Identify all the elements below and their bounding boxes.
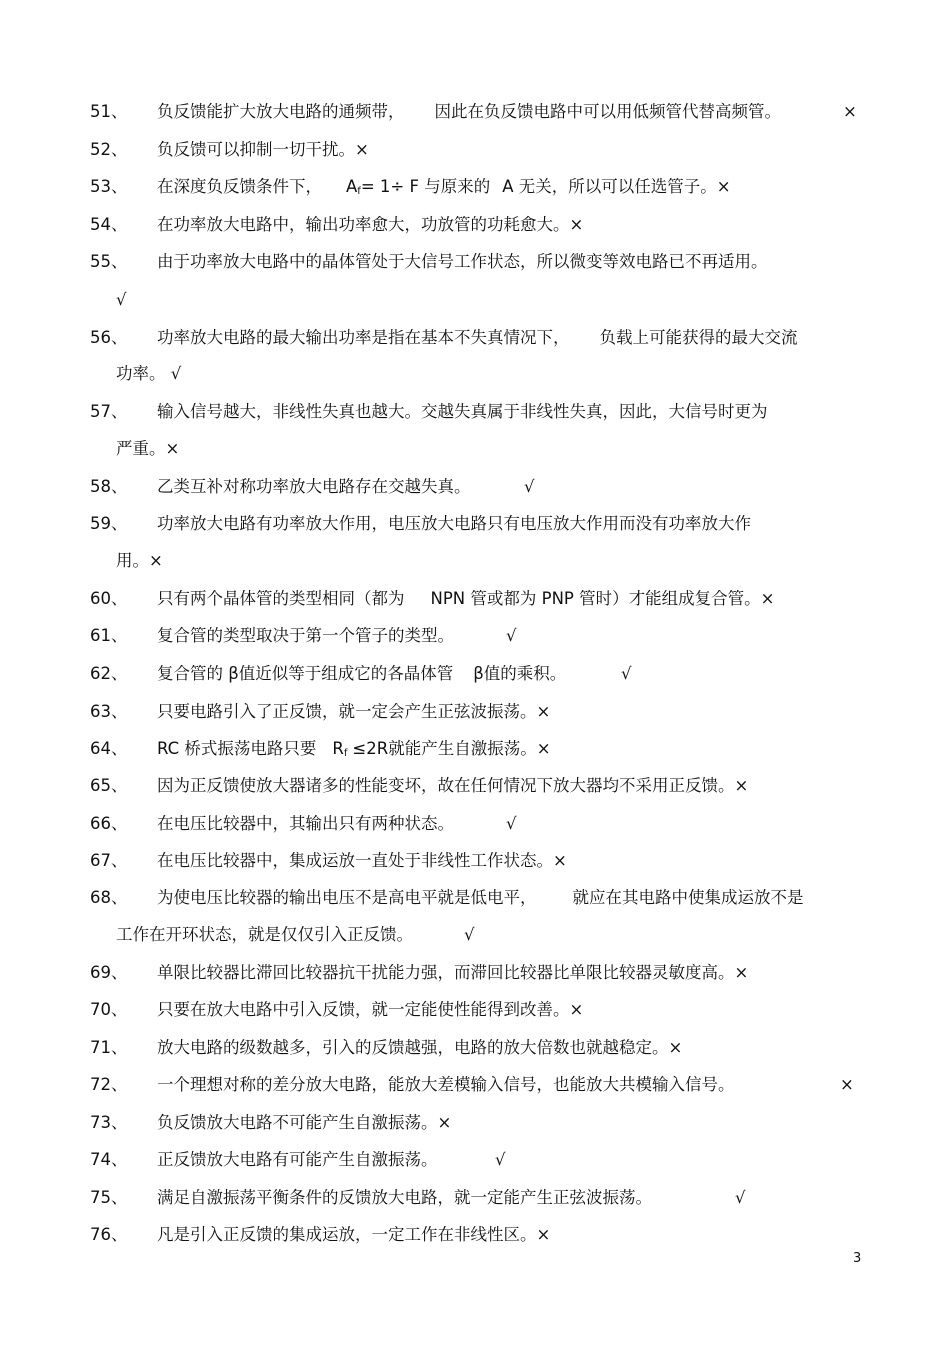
- item-text-continued: 严重。×: [116, 439, 180, 458]
- answer-mark: ×: [843, 102, 857, 121]
- list-item: [0, 886, 950, 910]
- item-text: 在深度负反馈条件下， $A_f= 1\div F$ 与原来的 A 无关，所以可以任选管子。×: [157, 177, 731, 197]
- list-item: [0, 662, 950, 686]
- item-text: 只有两个晶体管的类型相同（都为 NPN 管或都为 PNP 管时）才能组成复合管。×: [157, 589, 775, 608]
- page-number: 3: [853, 1251, 862, 1266]
- list-item: [0, 700, 950, 724]
- list-item: [0, 587, 950, 611]
- item-text: 负反馈能扩大放大电路的通频带， 因此在负反馈电路中可以用低频管代替高频管。: [157, 102, 781, 121]
- answer-mark: √: [116, 290, 127, 309]
- item-number: 66、: [90, 814, 128, 833]
- item-number: 65、: [90, 776, 128, 795]
- item-text-continued: 功率。 √: [116, 364, 182, 383]
- item-number: 62、: [90, 664, 128, 683]
- answer-mark: ×: [840, 1075, 854, 1094]
- list-item: [0, 998, 950, 1022]
- list-item: [0, 475, 950, 499]
- item-number: 67、: [90, 851, 128, 870]
- item-number: 54、: [90, 215, 128, 234]
- answer-mark: √: [506, 814, 517, 833]
- item-text: 为使电压比较器的输出电压不是高电平就是低电平， 就应在其电路中使集成运放不是: [157, 888, 804, 907]
- list-item: [0, 138, 950, 162]
- list-item: [0, 1148, 950, 1172]
- list-item: [0, 1223, 950, 1247]
- item-text: 正反馈放大电路有可能产生自激振荡。: [157, 1150, 438, 1169]
- item-text: RC 桥式振荡电路只要 $R_f \le 2R$就能产生自激振荡。×: [157, 739, 551, 759]
- item-number: 73、: [90, 1113, 128, 1132]
- item-number: 53、: [90, 177, 128, 196]
- item-number: 72、: [90, 1075, 128, 1094]
- item-text: 输入信号越大，非线性失真也越大。交越失真属于非线性失真，因此，大信号时更为: [157, 402, 768, 421]
- item-number: 57、: [90, 402, 128, 421]
- item-text: 功率放大电路的最大输出功率是指在基本不失真情况下， 负载上可能获得的最大交流: [157, 328, 798, 347]
- item-number: 61、: [90, 626, 128, 645]
- list-item: [0, 213, 950, 237]
- item-text: 只要在放大电路中引入反馈，就一定能使性能得到改善。×: [157, 1000, 584, 1019]
- item-text: 复合管的 β值近似等于组成它的各晶体管 β值的乘积。: [157, 664, 567, 683]
- item-text: 负反馈放大电路不可能产生自激振荡。×: [157, 1113, 452, 1132]
- list-item: [0, 1036, 950, 1060]
- list-item: [0, 326, 950, 350]
- item-number: 75、: [90, 1188, 128, 1207]
- item-number: 59、: [90, 514, 128, 533]
- item-text: 功率放大电路有功率放大作用，电压放大电路只有电压放大作用而没有功率放大作: [157, 514, 751, 533]
- list-item-continuation: [0, 549, 950, 573]
- answer-mark: √: [735, 1188, 746, 1207]
- item-text: 只要电路引入了正反馈，就一定会产生正弦波振荡。×: [157, 702, 551, 721]
- item-number: 51、: [90, 102, 128, 121]
- item-number: 56、: [90, 328, 128, 347]
- answer-mark: √: [621, 664, 632, 683]
- item-number: 64、: [90, 739, 128, 758]
- item-text: 放大电路的级数越多，引入的反馈越强，电路的放大倍数也就越稳定。×: [157, 1038, 683, 1057]
- list-item: [0, 1073, 950, 1097]
- item-text: 负反馈可以抑制一切干扰。×: [157, 140, 369, 159]
- item-number: 58、: [90, 477, 128, 496]
- list-item: [0, 400, 950, 424]
- list-item: [0, 961, 950, 985]
- item-text: 复合管的类型取决于第一个管子的类型。: [157, 626, 454, 645]
- item-text-continued: 用。×: [116, 551, 163, 570]
- item-text: 满足自激振荡平衡条件的反馈放大电路，就一定能产生正弦波振荡。: [157, 1188, 652, 1207]
- item-text-continued: 工作在开环状态，就是仅仅引入正反馈。: [116, 925, 413, 944]
- item-number: 68、: [90, 888, 128, 907]
- list-item: [0, 774, 950, 798]
- list-item: [0, 100, 950, 124]
- list-item: [0, 624, 950, 648]
- item-number: 70、: [90, 1000, 128, 1019]
- answer-mark: √: [495, 1150, 506, 1169]
- item-text: 在电压比较器中，集成运放一直处于非线性工作状态。×: [157, 851, 567, 870]
- item-number: 74、: [90, 1150, 128, 1169]
- list-item: [0, 250, 950, 274]
- item-number: 71、: [90, 1038, 128, 1057]
- answer-mark: √: [524, 477, 535, 496]
- list-item-continuation: [0, 923, 950, 947]
- item-number: 63、: [90, 702, 128, 721]
- list-item: [0, 737, 950, 761]
- item-text: 一个理想对称的差分放大电路，能放大差模输入信号，也能放大共模输入信号。: [157, 1075, 735, 1094]
- list-item: [0, 1111, 950, 1135]
- list-item-continuation: [0, 362, 950, 386]
- list-item: [0, 849, 950, 873]
- item-text: 在电压比较器中，其输出只有两种状态。: [157, 814, 454, 833]
- item-text: 乙类互补对称功率放大电路存在交越失真。: [157, 477, 471, 496]
- item-text: 在功率放大电路中，输出功率愈大，功放管的功耗愈大。×: [157, 215, 584, 234]
- item-number: 69、: [90, 963, 128, 982]
- item-text: 由于功率放大电路中的晶体管处于大信号工作状态，所以微变等效电路已不再适用。: [157, 252, 768, 271]
- answer-mark: √: [506, 626, 517, 645]
- item-number: 52、: [90, 140, 128, 159]
- list-item: [0, 175, 950, 199]
- list-item: [0, 1186, 950, 1210]
- list-item: [0, 512, 950, 536]
- item-number: 60、: [90, 589, 128, 608]
- list-item: [0, 812, 950, 836]
- list-item-continuation: [0, 437, 950, 461]
- item-number: 76、: [90, 1225, 128, 1244]
- item-text: 单限比较器比滞回比较器抗干扰能力强，而滞回比较器比单限比较器灵敏度高。×: [157, 963, 749, 982]
- answer-mark: √: [464, 925, 475, 944]
- list-item-continuation: [0, 288, 950, 312]
- item-number: 55、: [90, 252, 128, 271]
- item-text: 凡是引入正反馈的集成运放，一定工作在非线性区。×: [157, 1225, 551, 1244]
- item-text: 因为正反馈使放大器诸多的性能变坏，故在任何情况下放大器均不采用正反馈。×: [157, 776, 749, 795]
